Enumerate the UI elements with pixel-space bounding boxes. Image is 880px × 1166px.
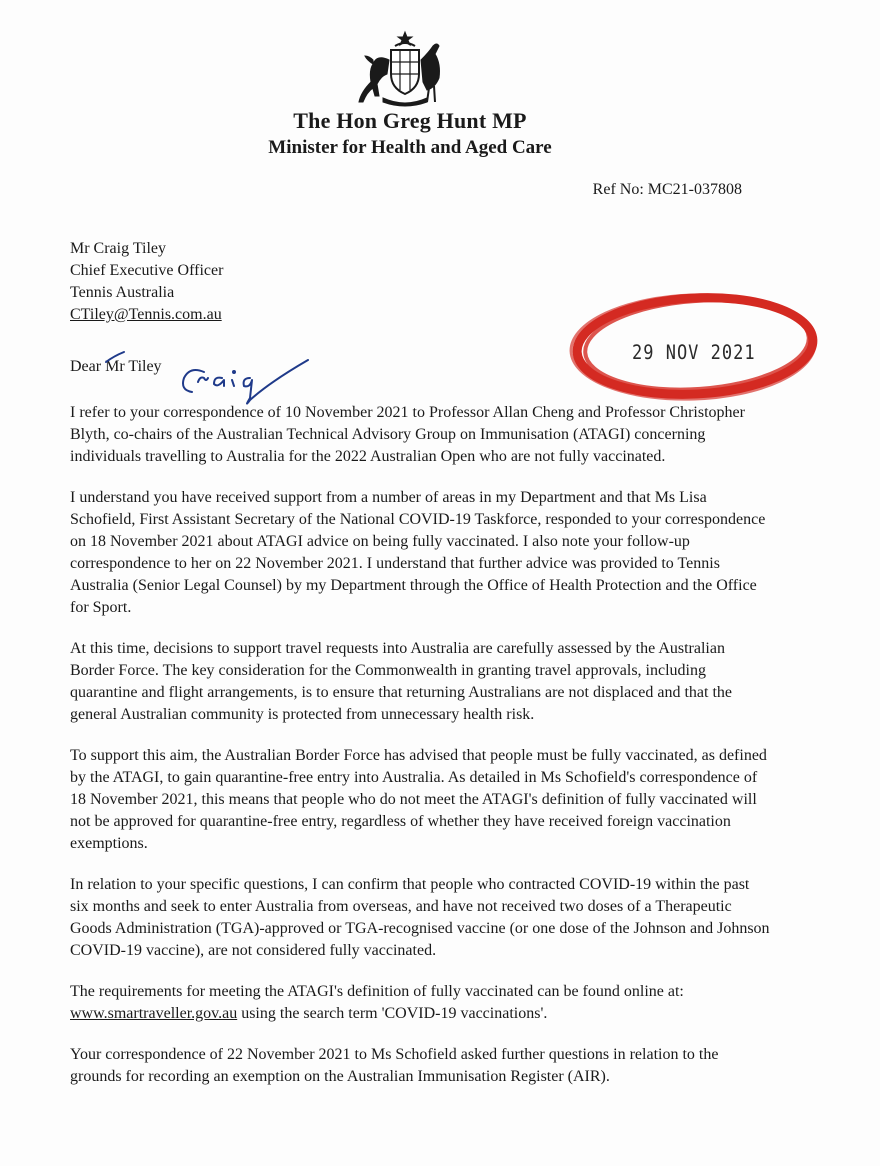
paragraph-6-text-before: The requirements for meeting the ATAGI's definition of fully vaccinated can be found online at: [70,983,684,1000]
recipient-email-link[interactable]: CTiley@Tennis.com.au [70,306,222,323]
reference-number: Ref No: MC21-037808 [592,181,742,198]
recipient-address [70,238,223,326]
letter-body [70,402,770,1107]
date-stamp: 29 NOV 2021 [632,341,756,365]
recipient-position: Chief Executive Officer [70,262,224,279]
paragraph-5: In relation to your specific questions, I can confirm that people who contracted COVID-19 within the past six months and seek to enter Australia from overseas, and have not received two doses of a Therapeutic Goods Administration (TGA)-approved or TGA-recognised vaccine (or one dose of the Johnson and Johnson COVID-19 vaccine), are not considered fully vaccinated. [70,876,770,959]
paragraph-6-text-after: using the search term 'COVID-19 vaccinations'. [237,1005,548,1022]
paragraph-4: To support this aim, the Australian Border Force has advised that people must be fully vaccinated, as defined by the ATAGI, to gain quarantine-free entry into Australia. As detailed in Ms Schofield's correspondence of 18 November 2021, this means that people who do not meet the ATAGI's definition of fully vaccinated will not be approved for quarantine-free entry, regardless of whether they have received foreign vaccination exemptions. [70,747,767,852]
paragraph-6 [70,981,770,1025]
handwritten-signature [100,338,330,408]
commonwealth-coat-of-arms-icon [355,30,455,110]
paragraph-1: I refer to your correspondence of 10 November 2021 to Professor Allan Cheng and Professor Christopher Blyth, co-chairs of the Australian Technical Advisory Group on Immunisation (ATAGI) concerning individuals travelling to Australia for the 2022 Australian Open who are not fully vaccinated. [70,404,745,465]
paragraph-3: At this time, decisions to support travel requests into Australia are carefully assessed by the Australian Border Force. The key consideration for the Commonwealth in granting travel approvals, including quarantine and flight arrangements, is to ensure that returning Australians are not displaced and that the general Australian community is protected from unnecessary health risk. [70,640,733,723]
minister-name: The Hon Greg Hunt MP [293,108,527,133]
smartraveller-link[interactable]: www.smartraveller.gov.au [70,1005,238,1022]
paragraph-2: I understand you have received support from a number of areas in my Department and that Ms Lisa Schofield, First Assistant Secretary of the National COVID-19 Taskforce, responded to your correspondence on 18 November 2021 about ATAGI advice on being fully vaccinated. I also note your follow-up correspondence to her on 22 November 2021. I understand that further advice was provided to Tennis Australia (Senior Legal Counsel) by my Department through the Office of Health Protection and the Office for Sport. [70,489,766,616]
recipient-name: Mr Craig Tiley [70,240,167,257]
paragraph-7: Your correspondence of 22 November 2021 to Ms Schofield asked further questions in relation to the grounds for recording an exemption on the Australian Immunisation Register (AIR). [70,1046,719,1085]
recipient-organisation: Tennis Australia [70,284,175,301]
minister-title: Minister for Health and Aged Care [268,137,552,158]
salutation: Dear Mr Tiley [70,358,162,375]
